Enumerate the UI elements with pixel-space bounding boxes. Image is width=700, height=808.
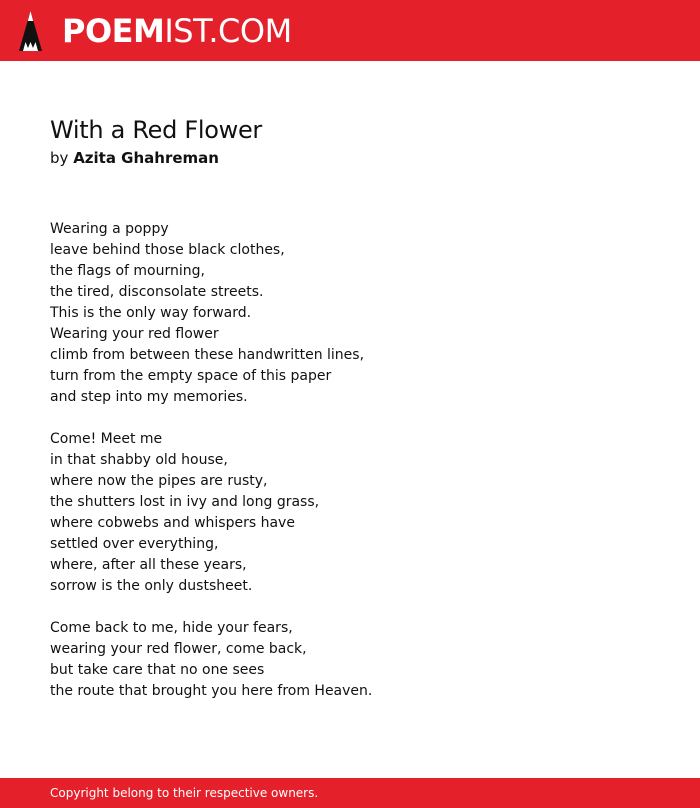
poem-line: This is the only way forward. (50, 305, 252, 321)
stanza-3 (50, 618, 372, 702)
poem-title: With a Red Flower (50, 116, 263, 144)
stanza-2 (50, 429, 372, 597)
logo-bold-text: POEM (62, 12, 165, 50)
poem-line: where now the pipes are rusty, (50, 473, 268, 489)
poem-line: settled over everything, (50, 536, 219, 552)
poem-line: in that shabby old house, (50, 452, 228, 468)
pencil-icon (19, 11, 42, 51)
poem-line: leave behind those black clothes, (50, 242, 285, 258)
poem-line: the shutters lost in ivy and long grass, (50, 494, 320, 510)
poem-line: climb from between these handwritten lines, (50, 347, 365, 363)
poem-line: but take care that no one sees (50, 662, 265, 678)
poem-line: sorrow is the only dustsheet. (50, 578, 253, 594)
stanza-1 (50, 219, 372, 408)
poem-line: the flags of mourning, (50, 263, 205, 279)
header-bar (0, 0, 700, 61)
logo-light-text: IST.COM (164, 12, 292, 50)
poem-body (50, 219, 372, 723)
poem-line: Come back to me, hide your fears, (50, 620, 293, 636)
poem-line: the tired, disconsolate streets. (50, 284, 264, 300)
poem-line: Wearing a poppy (50, 221, 169, 237)
copyright-text: Copyright belong to their respective owners. (50, 786, 319, 800)
poem-line: where cobwebs and whispers have (50, 515, 295, 531)
poem-line: Come! Meet me (50, 431, 163, 447)
footer-bar (0, 778, 700, 808)
by-label: by (50, 149, 69, 167)
site-logo[interactable] (62, 11, 292, 51)
poem-line: where, after all these years, (50, 557, 247, 573)
byline (50, 149, 219, 167)
poem-line: wearing your red flower, come back, (50, 641, 307, 657)
poem-line: turn from the empty space of this paper (50, 368, 332, 384)
poem-line: Wearing your red flower (50, 326, 219, 342)
poem-line: the route that brought you here from Heaven. (50, 683, 373, 699)
poem-line: and step into my memories. (50, 389, 248, 405)
author-name: Azita Ghahreman (73, 149, 219, 167)
